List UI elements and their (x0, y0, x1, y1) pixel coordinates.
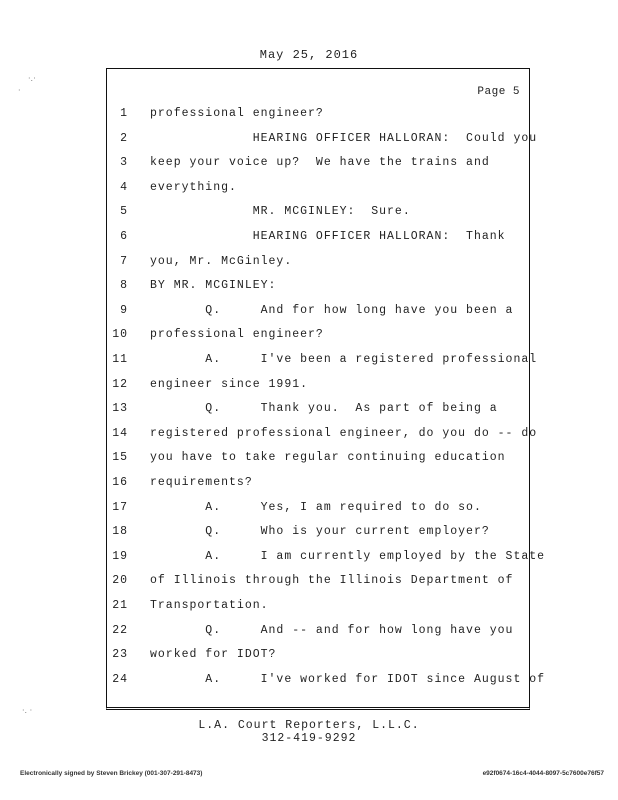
line-number: 7 (120, 254, 128, 268)
transcript-line (0, 132, 618, 150)
line-text: requirements? (150, 476, 253, 489)
transcript-line (0, 599, 618, 617)
transcript-line (0, 205, 618, 223)
line-text: Q. Thank you. As part of being a (150, 402, 498, 416)
line-number: 18 (112, 525, 128, 539)
line-text: professional engineer? (150, 328, 324, 342)
line-text: you have to take regular continuing education (150, 451, 506, 465)
line-number: 10 (112, 328, 128, 342)
document-id: e92f0674-16c4-4044-8097-5c7600e76f57 (482, 770, 604, 777)
line-text: Q. And for how long have you been a (150, 303, 514, 317)
scan-artifact: · (18, 86, 21, 95)
page-number: Page 5 (477, 86, 520, 98)
transcript-date: May 25, 2016 (259, 48, 359, 62)
transcript-line (0, 476, 618, 494)
reporter-company: L.A. Court Reporters, L.L.C. (198, 719, 420, 732)
transcript-line (0, 427, 618, 445)
reporter-phone: 312-419-9292 (261, 732, 357, 745)
transcript-line (0, 648, 618, 666)
line-text: Transportation. (150, 599, 269, 612)
transcript-line (0, 525, 618, 543)
line-text: BY MR. MCGINLEY: (150, 279, 277, 293)
electronic-signature: Electronically signed by Steven Brickey (001-307-291-8473) (20, 770, 203, 777)
line-text: Q. And -- and for how long have you (150, 623, 514, 637)
line-text: HEARING OFFICER HALLORAN: Thank (150, 230, 506, 243)
line-number: 1 (120, 107, 128, 120)
line-number: 23 (112, 648, 128, 662)
line-number: 24 (112, 672, 128, 686)
line-number: 15 (112, 451, 128, 465)
transcript-line (0, 230, 618, 248)
transcript-line (0, 550, 618, 568)
transcript-line (0, 304, 618, 322)
line-number: 9 (120, 303, 128, 317)
line-text: Q. Who is your current employer? (150, 525, 490, 539)
line-number: 16 (112, 476, 128, 489)
line-text: of Illinois through the Illinois Department of (150, 574, 514, 588)
line-text: A. I am currently employed by the State (150, 549, 546, 563)
line-number: 6 (120, 230, 128, 243)
transcript-line (0, 378, 618, 396)
transcript-line (0, 279, 618, 297)
transcript-line (0, 451, 618, 469)
line-number: 21 (112, 599, 128, 612)
line-text: MR. MCGINLEY: Sure. (150, 205, 411, 219)
transcript-line (0, 624, 618, 642)
line-text: A. I've worked for IDOT since August of (150, 672, 546, 686)
line-number: 11 (112, 353, 128, 366)
transcript-line (0, 328, 618, 346)
transcript-line (0, 107, 618, 125)
line-number: 8 (120, 279, 128, 293)
transcript-line (0, 402, 618, 420)
line-number: 19 (112, 549, 128, 563)
line-text: you, Mr. McGinley. (150, 254, 293, 268)
line-number: 13 (112, 402, 128, 416)
scan-artifact: ·. · (22, 706, 33, 715)
line-number: 5 (120, 205, 128, 219)
scan-artifact: ·.· (28, 74, 36, 83)
transcript-line (0, 574, 618, 592)
line-text: everything. (150, 180, 237, 194)
transcript-line (0, 353, 618, 371)
line-number: 4 (120, 180, 128, 194)
line-text: engineer since 1991. (150, 377, 309, 391)
line-number: 3 (120, 156, 128, 170)
line-number: 20 (112, 574, 128, 588)
transcript-line (0, 501, 618, 519)
line-text: registered professional engineer, do you do -- do (150, 426, 538, 440)
transcript-line (0, 181, 618, 199)
line-number: 14 (112, 426, 128, 440)
transcript-line (0, 156, 618, 174)
transcript-line (0, 673, 618, 691)
line-text: A. Yes, I am required to do so. (150, 500, 482, 514)
transcript-line (0, 255, 618, 273)
line-text: professional engineer? (150, 107, 324, 120)
line-number: 22 (112, 623, 128, 637)
line-text: keep your voice up? We have the trains and (150, 156, 490, 170)
line-text: worked for IDOT? (150, 648, 277, 662)
line-number: 17 (112, 500, 128, 514)
line-number: 12 (112, 377, 128, 391)
line-text: HEARING OFFICER HALLORAN: Could you (150, 131, 538, 145)
line-number: 2 (120, 131, 128, 145)
line-text: A. I've been a registered professional (150, 353, 538, 366)
